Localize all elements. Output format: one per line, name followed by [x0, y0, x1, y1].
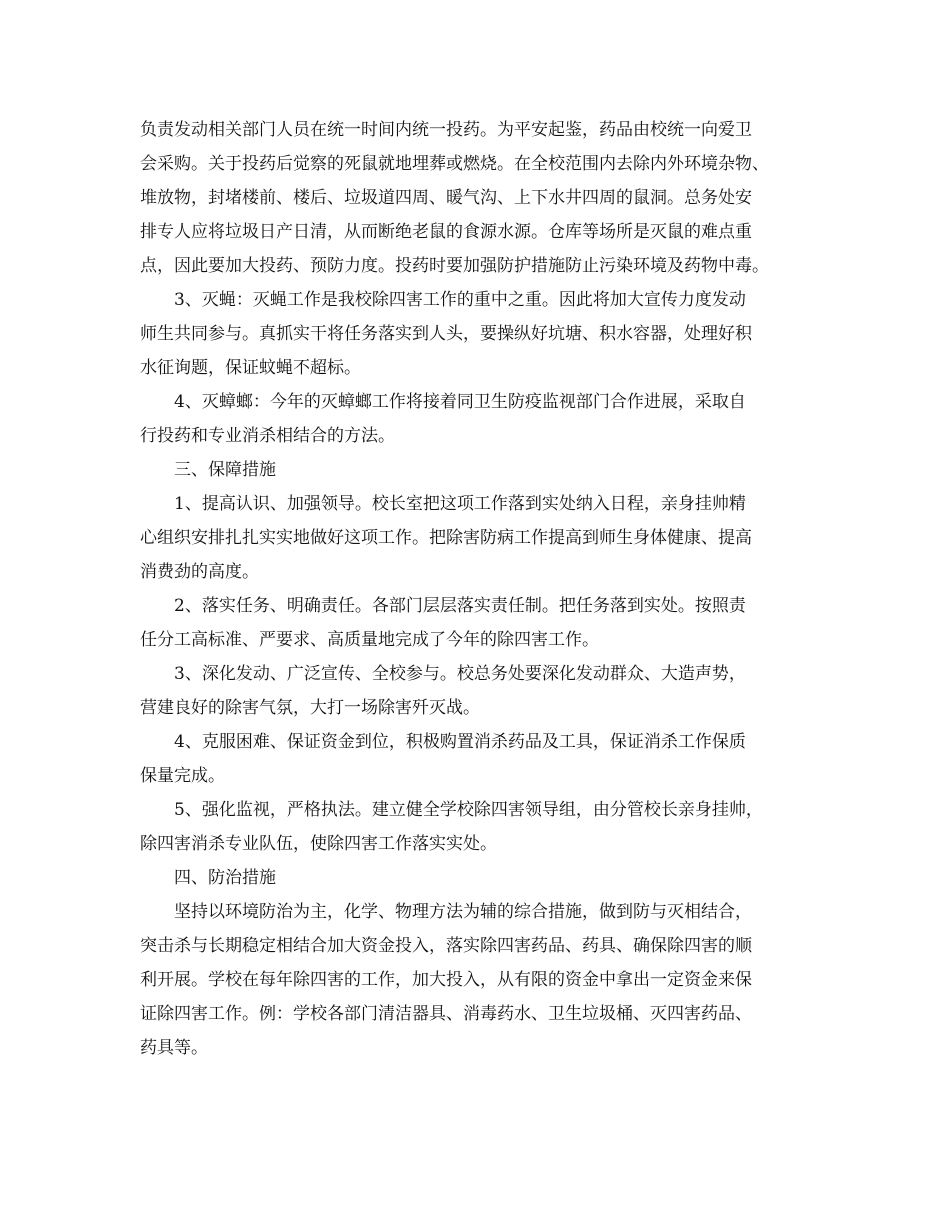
- text-line: 4、灭蟑螂：今年的灭蟑螂工作将接着同卫生防疫监视部门合作进展，采取自: [174, 392, 746, 412]
- paragraph-safeguard-4: [140, 725, 812, 793]
- text-line: 保量完成。: [140, 766, 225, 786]
- text-line: 3、灭蝇：灭蝇工作是我校除四害工作的重中之重。因此将加大宣传力度发动: [174, 290, 746, 310]
- paragraph-fly-control: [140, 283, 812, 385]
- text-line: 证除四害工作。例：学校各部门清洁器具、消毒药水、卫生垃圾桶、灭四害药品、: [140, 1004, 752, 1024]
- paragraph-safeguard-1: [140, 487, 812, 589]
- text-line: 师生共同参与。真抓实干将任务落实到人头，要操纵好坑塘、积水容器，处理好积: [140, 324, 752, 344]
- text-line: 利开展。学校在每年除四害的工作，加大投入，从有限的资金中拿出一定资金来保: [140, 970, 752, 990]
- text-line: 3、深化发动、广泛宣传、全校参与。校总务处要深化发动群众、大造声势，: [174, 664, 746, 684]
- text-line: 堆放物，封堵楼前、楼后、垃圾道四周、暖气沟、上下水井四周的鼠洞。总务处安: [140, 188, 752, 208]
- text-line: 行投药和专业消杀相结合的方法。: [140, 426, 395, 446]
- text-line: 除四害消杀专业队伍，使除四害工作落实实处。: [140, 834, 497, 854]
- text-line: 药具等。: [140, 1038, 208, 1058]
- text-line: 任分工高标准、严要求、高质量地完成了今年的除四害工作。: [140, 630, 599, 650]
- section-heading-prevention: [140, 861, 812, 895]
- document-body: [140, 113, 812, 1065]
- paragraph-safeguard-3: [140, 657, 812, 725]
- text-line: 排专人应将垃圾日产日清，从而断绝老鼠的食源水源。仓库等场所是灭鼠的难点重: [140, 222, 752, 242]
- text-line: 负责发动相关部门人员在统一时间内统一投药。为平安起鉴，药品由校统一向爱卫: [140, 120, 752, 140]
- section-heading-safeguards: [140, 453, 812, 487]
- text-line: 会采购。关于投药后觉察的死鼠就地埋葬或燃烧。在全校范围内去除内外环境杂物、: [140, 154, 769, 174]
- text-line: 5、强化监视，严格执法。建立健全学校除四害领导组，由分管校长亲身挂帅，: [174, 800, 763, 820]
- text-line: 点，因此要加大投药、预防力度。投药时要加强防护措施防止污染环境及药物中毒。: [140, 256, 769, 276]
- paragraph-rodent-control-continued: [140, 113, 812, 283]
- text-line: 1、提高认识、加强领导。校长室把这项工作落到实处纳入日程，亲身挂帅精: [174, 494, 746, 514]
- section-heading: 三、保障措施: [174, 460, 276, 480]
- text-line: 水征询题，保证蚊蝇不超标。: [140, 358, 361, 378]
- paragraph-prevention-measures: [140, 895, 812, 1065]
- paragraph-safeguard-2: [140, 589, 812, 657]
- text-line: 2、落实任务、明确责任。各部门层层落实责任制。把任务落到实处。按照责: [174, 596, 746, 616]
- paragraph-safeguard-5: [140, 793, 812, 861]
- text-line: 心组织安排扎扎实实地做好这项工作。把除害防病工作提高到师生身体健康、提高: [140, 528, 752, 548]
- text-line: 营建良好的除害气氛，大打一场除害歼灭战。: [140, 698, 480, 718]
- section-heading: 四、防治措施: [174, 868, 276, 888]
- text-line: 坚持以环境防治为主，化学、物理方法为辅的综合措施，做到防与灭相结合，: [174, 902, 752, 922]
- text-line: 突击杀与长期稳定相结合加大资金投入，落实除四害药品、药具、确保除四害的顺: [140, 936, 752, 956]
- text-line: 4、克服困难、保证资金到位，积极购置消杀药品及工具，保证消杀工作保质: [174, 732, 746, 752]
- paragraph-cockroach-control: [140, 385, 812, 453]
- text-line: 消费劲的高度。: [140, 562, 259, 582]
